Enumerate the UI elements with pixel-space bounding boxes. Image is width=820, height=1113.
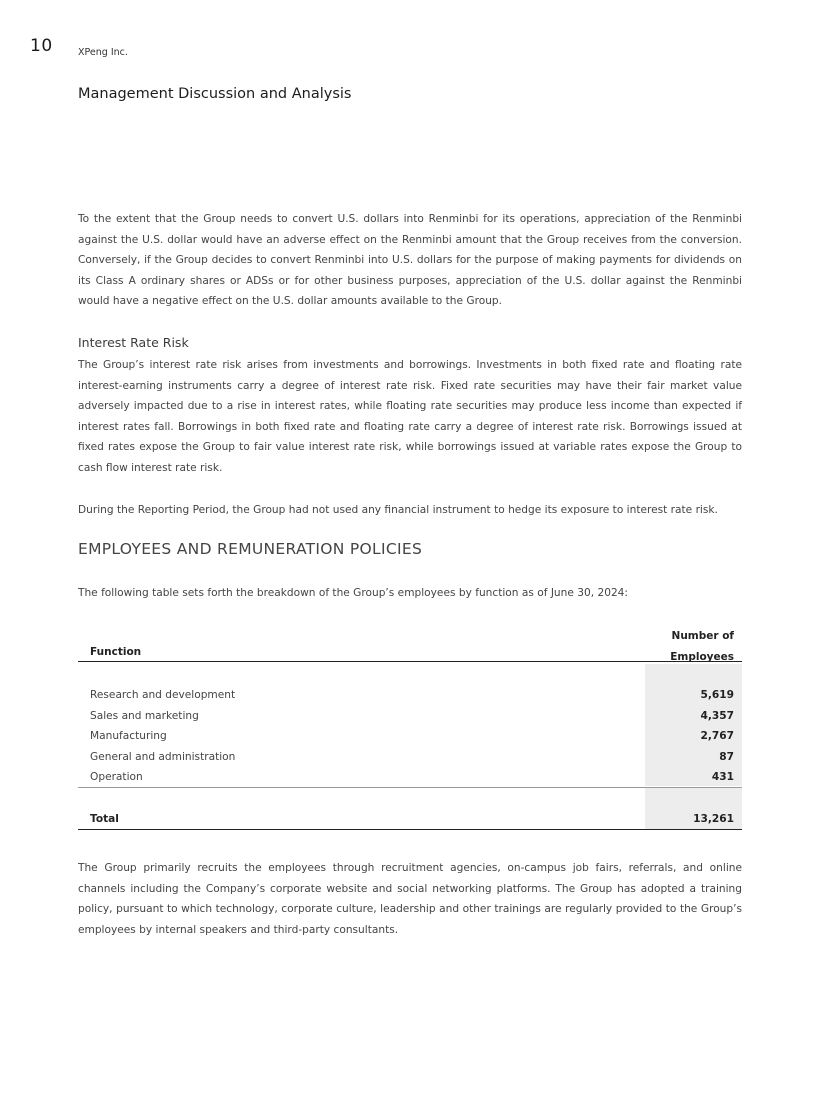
interest-rate-paragraph: The Group’s interest rate risk arises from investments and borrowings. Investments in both fixed rate and floating rate interest-earning instruments carry a degree of interest rate risk. Fixed rate securities may have their fair market value adversely impacted due to a rise in interest rates, while floating rate securities may produce less income than expected if interest rates fall. Borrowings in both fixed rate and floating rate carry a degree of interest rate risk. Borrowings issued at fixed rates expose the Group to fair value interest rate risk, while borrowings issued at variable rates expose the Group to cash flow interest rate risk. — [78, 359, 742, 474]
section-title: Management Discussion and Analysis — [78, 86, 352, 102]
row-function: Research and development — [90, 689, 236, 701]
table-row — [78, 751, 742, 771]
total-value: 13,261 — [693, 813, 734, 825]
row-employees: 2,767 — [700, 730, 734, 742]
hedge-paragraph: During the Reporting Period, the Group had not used any financial instrument to hedge its exposure to interest rate risk. — [78, 504, 718, 516]
currency-paragraph: To the extent that the Group needs to convert U.S. dollars into Renminbi for its operations, appreciation of the Renminbi against the U.S. dollar would have an adverse effect on the Renminbi amount that the Group receives from the conversion. Conversely, if the Group decides to convert Renminbi into U.S. dollars for the purpose of making payments for dividends on its Class A ordinary shares or ADSs or for other business purposes, appreciation of the U.S. dollar against the Renminbi would have a negative effect on the U.S. dollar amounts available to the Group. — [78, 213, 742, 308]
total-row — [78, 813, 742, 833]
table-row — [78, 771, 742, 791]
employees-header-line1: Number of — [671, 630, 734, 642]
row-function: Manufacturing — [90, 730, 167, 742]
header-rule — [78, 661, 742, 662]
table-intro-paragraph: The following table sets forth the breakdown of the Group’s employees by function as of June 30, 2024: — [78, 587, 628, 599]
function-column-header: Function — [90, 646, 142, 658]
subtotal-rule — [78, 787, 742, 788]
employees-header-line2: Employees — [670, 650, 734, 663]
page-number: 10 — [30, 36, 53, 56]
interest-rate-risk-heading: Interest Rate Risk — [78, 335, 189, 350]
row-employees: 5,619 — [700, 689, 734, 701]
table-row — [78, 689, 742, 709]
row-employees: 431 — [711, 771, 734, 783]
row-function: Sales and marketing — [90, 710, 199, 722]
row-function: General and administration — [90, 751, 236, 763]
total-label: Total — [90, 813, 119, 825]
table-row — [78, 710, 742, 730]
recruitment-paragraph: The Group primarily recruits the employees through recruitment agencies, on-campus job fairs, referrals, and online channels including the Company’s corporate website and social networking platforms. The Group has adopted a training policy, pursuant to which technology, corporate culture, leadership and other trainings are regularly provided to the Group’s employees by internal speakers and third-party consultants. — [78, 862, 742, 936]
employees-heading: EMPLOYEES AND REMUNERATION POLICIES — [78, 540, 423, 558]
row-employees: 87 — [719, 751, 734, 763]
company-name: XPeng Inc. — [78, 47, 128, 58]
row-function: Operation — [90, 771, 143, 783]
row-employees: 4,357 — [700, 710, 734, 722]
employees-table — [78, 620, 742, 832]
total-rule — [78, 829, 742, 830]
table-row — [78, 730, 742, 750]
